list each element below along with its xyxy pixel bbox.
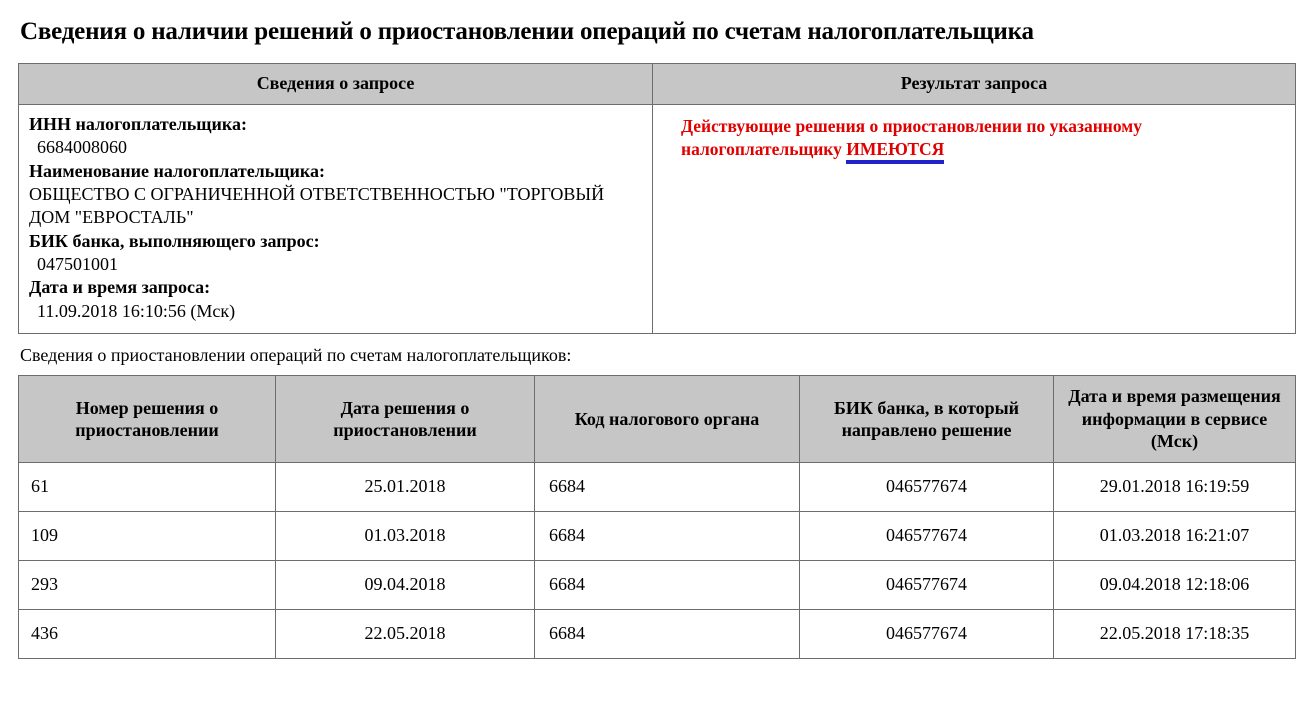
cell-decision-date: 22.05.2018 (276, 609, 535, 658)
cell-publish-datetime: 09.04.2018 12:18:06 (1054, 560, 1296, 609)
bank-bik-label: БИК банка, выполняющего запрос: (29, 230, 320, 251)
cell-publish-datetime: 29.01.2018 16:19:59 (1054, 462, 1296, 511)
col-target-bank-bik: БИК банка, в который направлено решение (800, 376, 1054, 463)
cell-tax-authority-code: 6684 (535, 609, 800, 658)
cell-publish-datetime: 22.05.2018 17:18:35 (1054, 609, 1296, 658)
request-info-cell (19, 104, 653, 334)
table-row (19, 511, 1296, 560)
cell-tax-authority-code: 6684 (535, 462, 800, 511)
inn-label: ИНН налогоплательщика: (29, 113, 247, 134)
request-summary-table (18, 63, 1296, 335)
cell-target-bank-bik: 046577674 (800, 462, 1054, 511)
table-row (19, 104, 1296, 334)
page-title: Сведения о наличии решений о приостановлении операций по счетам налогоплательщика (20, 18, 1034, 45)
result-highlight: ИМЕЮТСЯ (846, 139, 944, 164)
taxpayer-name-value: ОБЩЕСТВО С ОГРАНИЧЕННОЙ ОТВЕТСТВЕННОСТЬЮ "ТОРГОВЫЙ ДОМ "ЕВРОСТАЛЬ" (29, 183, 605, 228)
table-row (19, 560, 1296, 609)
request-datetime-label: Дата и время запроса: (29, 277, 211, 298)
inn-value: 6684008060 (37, 137, 127, 158)
col-decision-date: Дата решения о приостановлении (276, 376, 535, 463)
table-header-row (19, 63, 1296, 104)
col-decision-number: Номер решения о приостановлении (19, 376, 276, 463)
cell-decision-number: 436 (19, 609, 276, 658)
cell-target-bank-bik: 046577674 (800, 609, 1054, 658)
cell-decision-date: 09.04.2018 (276, 560, 535, 609)
bank-bik-value: 047501001 (37, 254, 118, 275)
table-row (19, 462, 1296, 511)
cell-target-bank-bik: 046577674 (800, 511, 1054, 560)
header-request-info: Сведения о запросе (19, 63, 653, 104)
cell-decision-number: 293 (19, 560, 276, 609)
cell-tax-authority-code: 6684 (535, 560, 800, 609)
decisions-table (18, 375, 1296, 659)
taxpayer-name-label: Наименование налогоплательщика: (29, 160, 325, 181)
cell-tax-authority-code: 6684 (535, 511, 800, 560)
request-result-cell (653, 104, 1296, 334)
request-datetime-value: 11.09.2018 16:10:56 (Мск) (37, 300, 236, 321)
col-publish-datetime: Дата и время размещения информации в сервисе (Мск) (1054, 376, 1296, 463)
col-tax-authority-code: Код налогового органа (535, 376, 800, 463)
cell-decision-date: 01.03.2018 (276, 511, 535, 560)
table-row (19, 609, 1296, 658)
cell-decision-date: 25.01.2018 (276, 462, 535, 511)
result-message-text: Действующие решения о приостановлении по указанному налогоплательщику (681, 115, 1142, 160)
table-header-row (19, 376, 1296, 463)
header-request-result: Результат запроса (653, 63, 1296, 104)
result-message (681, 115, 1285, 162)
decisions-caption: Сведения о приостановлении операций по счетам налогоплательщиков: (20, 345, 572, 366)
cell-publish-datetime: 01.03.2018 16:21:07 (1054, 511, 1296, 560)
cell-target-bank-bik: 046577674 (800, 560, 1054, 609)
cell-decision-number: 109 (19, 511, 276, 560)
cell-decision-number: 61 (19, 462, 276, 511)
